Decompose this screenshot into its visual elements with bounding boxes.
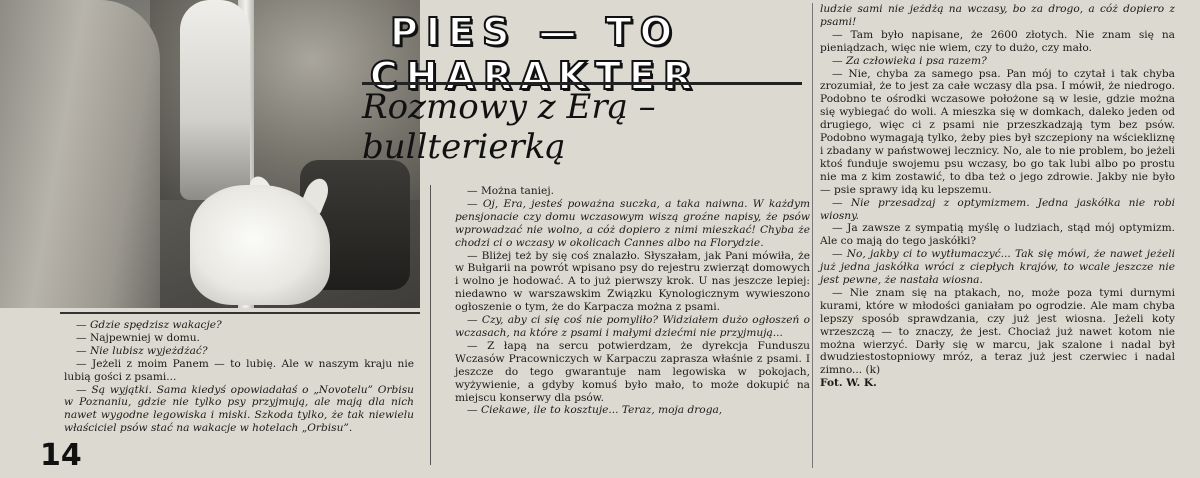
paragraph: — Nie, chyba za samego psa. Pan mój to czytał i tak chyba zrozumiał, że to jest za całe wczasy dla psa. I mówił, że niedrogo. Podobno te ośrodki wczasowe położone są w lesie, gdzie można się wybiegać do woli. A mieszka się w domkach, daleko jeden od drugiego, więc ci z psami nie przeszkadzają tym bez psów. Podobno wymagają tylko, żeby pies był szczepiony na wściekliznę i zbadany w państwowej lecznicy. No, ale to nie problem, bo jeżeli ktoś funduje swojemu psu wczasy, bo go tak lubi albo po prostu nie ma z kim zostawić, to dba też o jego zdrowie. Jakby nie było — psie sprawy idą ku lepszemu.: [820, 67, 1175, 196]
paragraph: — Bliżej też by się coś znalazło. Słyszałam, jak Pani mówiła, że w Bułgarii na powrót wpisano psy do rejestru zwierząt domowych i wolno je hodować. A to już pierwszy krok. U nas jeszcze lepiej: niedawno w warszawskim Związku Kynologicznym wywieszono ogłoszenie o tym, że do Karpacza można z psami.: [455, 249, 810, 314]
column-divider-right: [812, 3, 813, 468]
paragraph: — Czy, aby ci się coś nie pomyliło? Widziałem dużo ogłoszeń o wczasach, na które z psami i małymi dziećmi nie przyjmują...: [455, 314, 810, 339]
paragraph: — Nie przesadzaj z optymizmem. Jedna jaskółka nie robi wiosny.: [820, 196, 1175, 222]
paragraph: — Nie znam się na ptakach, no, może poza tymi durnymi kurami, które w młodości ganiałam po ogrodzie. Ale mam chyba lepszy sposób sprawdzania, czy już jest wiosna. Jeżeli koty wrzeszczą — to znaczy, że jest. Chociaż już nawet kotom nie można wierzyć. Darły się w marcu, jak szalone i nadal był dwudziestostopniowy mróz, a teraz już jest czerwiec i nadal zimno... (k): [820, 286, 1175, 377]
column-divider-middle: [430, 185, 431, 465]
photo-person-left: [0, 0, 160, 308]
paragraph: — Najpewniej w domu.: [76, 331, 200, 344]
paragraph: Fot. W. K.: [820, 377, 877, 390]
paragraph: — Nie lubisz wyjeżdżać?: [76, 344, 208, 357]
article-subtitle: Rozmowy z Erą – bullterierką: [362, 82, 802, 137]
text-column-left: [64, 319, 414, 435]
text-column-middle: [455, 185, 810, 417]
article-title: PIES — TO CHARAKTER: [369, 10, 701, 98]
paragraph: — Oj, Era, jesteś poważna suczka, a taka naiwna. W każdym pensjonacie czy domu wczasowym wiszą groźne napisy, że psów wprowadzać nie wolno, a cóż dopiero z nimi mieszkać! Chyba że chodzi ci o wczasy w okolicach Cannes albo na Florydzie.: [455, 197, 810, 249]
paragraph: — No, jakby ci to wytłumaczyć... Tak się mówi, że nawet jeżeli już jedna jaskółka wróci z ciepłych krajów, to wcale jeszcze nie jest pewne, że nastała wiosna.: [820, 248, 1175, 287]
photo-person-background: [180, 0, 250, 200]
text-column-right: [820, 3, 1175, 390]
paragraph: — Jeżeli z moim Panem — to lubię. Ale w naszym kraju nie lubią gości z psami...: [64, 357, 414, 383]
paragraph: — Gdzie spędzisz wakacje?: [76, 319, 222, 331]
paragraph: — Za człowieka i psa razem?: [832, 54, 987, 67]
paragraph: — Można taniej.: [467, 185, 554, 197]
paragraph: ludzie sami nie jeżdżą na wczasy, bo za drogo, a cóż dopiero z psami!: [820, 3, 1175, 28]
paragraph: — Ja zawsze z sympatią myślę o ludziach, stąd mój optymizm. Ale co mają do tego jaskółki?: [820, 222, 1175, 248]
paragraph: — Z łapą na sercu potwierdzam, że dyrekcja Funduszu Wczasów Pracowniczych w Karpaczu zaprasza właśnie z psami. I jeszcze do tego gwarantuje nam legowiska w pokojach, wyżywienie, a gdyby komuś było mało, to może dokupić na miejscu konserwy dla psów.: [455, 339, 810, 404]
paragraph: — Tam było napisane, że 2600 złotych. Nie znam się na pieniądzach, więc nie wiem, czy to dużo, czy mało.: [820, 28, 1175, 54]
paragraph: — Ciekawe, ile to kosztuje... Teraz, moja droga,: [467, 404, 723, 417]
paragraph: — Są wyjątki. Sama kiedyś opowiadałaś o „Novotelu” Orbisu w Poznaniu, gdzie nie tylko psy przyjmują, ale mają dla nich nawet wygodne legowiska i miski. Szkoda tylko, że tak niewielu właściciel psów stać na wakacje w hotelach „Orbisu”.: [64, 383, 414, 435]
page-number: 14: [40, 438, 82, 473]
photo-bull-terrier: [190, 185, 330, 305]
photo-bottom-rule: [60, 312, 420, 314]
